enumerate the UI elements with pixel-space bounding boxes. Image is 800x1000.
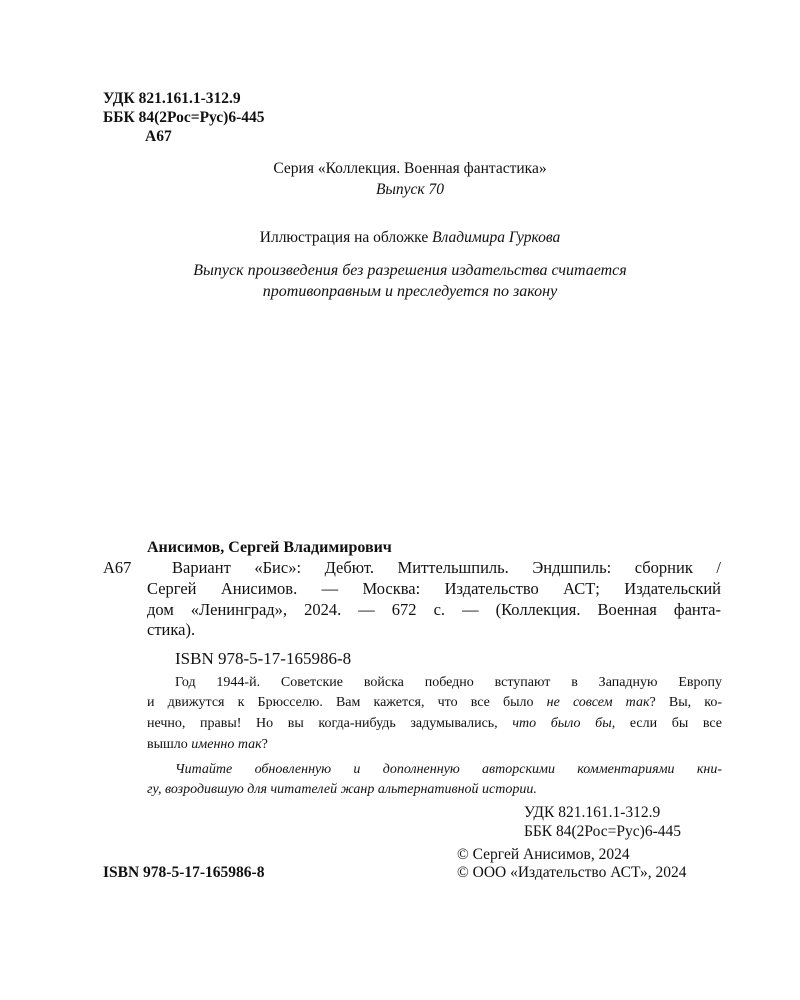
footer-isbn: ISBN 978-5-17-165986-8 (103, 864, 265, 881)
footer-udk: УДК 821.161.1-312.9 (524, 804, 661, 821)
copyright-author: © Сергей Анисимов, 2024 (457, 846, 630, 863)
annotation-line-4 (147, 735, 268, 755)
entry-code: А67 (103, 558, 132, 577)
udk-code: УДК 821.161.1-312.9 (103, 90, 241, 107)
annotation-text: , если бы все (611, 716, 722, 731)
entry-line-3: дом «Ленинград», 2024. — 672 с. — (Коллекция. Военная фанта- (147, 600, 721, 619)
footer-bbk: ББК 84(2Рос=Рус)6-445 (524, 823, 681, 840)
note-line-2: гу, возродившую для читателей жанр альтернативной истории. (147, 782, 537, 797)
series-issue: Выпуск 70 (375, 181, 445, 198)
entry-line-4: стика). (147, 620, 196, 639)
author-mark: А67 (145, 128, 172, 145)
copyright-publisher: © ООО «Издательство АСТ», 2024 (457, 864, 687, 881)
note-line-1: Читайте обновленную и дополненную авторскими комментариями кни- (175, 762, 722, 777)
entry-isbn: ISBN 978-5-17-165986-8 (175, 649, 352, 668)
illustration-credit (0, 228, 800, 248)
annotation-text: и движутся к Брюсселю. Вам кажется, что все было (147, 695, 547, 710)
annotation-text: ? (261, 737, 268, 752)
annotation-text: вышло (147, 737, 192, 752)
entry-line-1: Вариант «Бис»: Дебют. Миттельшпиль. Эндшпиль: сборник / (172, 558, 721, 577)
annotation-line-1: Год 1944-й. Советские войска победно вступают в Западную Европу (175, 675, 722, 690)
annotation-line-3 (147, 714, 722, 734)
series-title: Серия «Коллекция. Военная фантастика» (273, 160, 547, 177)
annotation-emphasis: не совсем так (546, 695, 650, 710)
annotation-text: нечно, правы! Но вы когда-нибудь задумывались, (147, 716, 513, 731)
illustration-artist: Владимира Гуркова (432, 229, 561, 246)
entry-author: Анисимов, Сергей Владимирович (147, 539, 392, 556)
annotation-text: ? Вы, ко- (649, 695, 722, 710)
bbk-code: ББК 84(2Рос=Рус)6-445 (103, 109, 265, 126)
entry-line-2: Сергей Анисимов. — Москва: Издательство АСТ; Издательский (147, 579, 721, 598)
annotation-line-2 (147, 693, 722, 713)
illustration-prefix: Иллюстрация на обложке (259, 229, 433, 246)
annotation-emphasis: именно так (191, 737, 262, 752)
warning-line-2: противоправным и преследуется по закону (262, 283, 558, 300)
annotation-emphasis: что было бы (512, 716, 612, 731)
warning-line-1: Выпуск произведения без разрешения издательства считается (193, 262, 627, 279)
